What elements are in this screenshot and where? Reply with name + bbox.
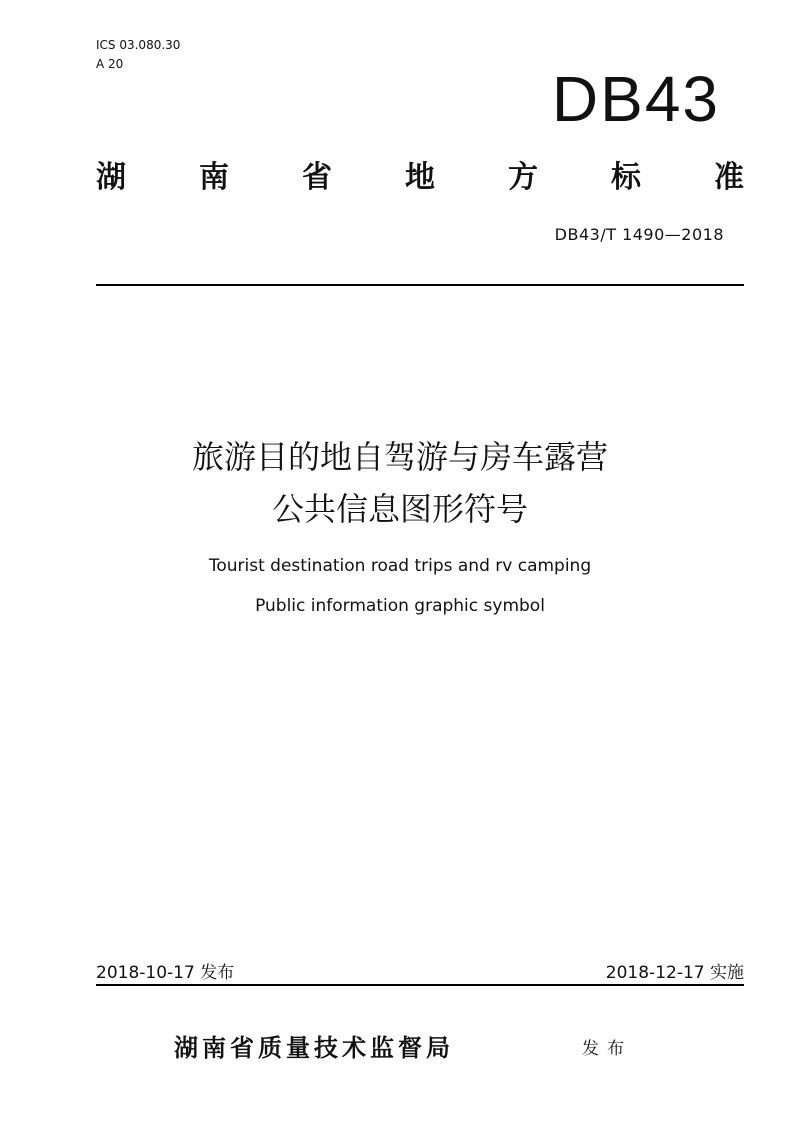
cn-title-line1: 旅游目的地自驾游与房车露营 (191, 438, 608, 476)
cn-title-line2: 公共信息图形符号 (271, 490, 528, 528)
en-title-line1: Tourist destination road trips and rv camping (208, 556, 592, 576)
standard-number: DB43/T 1490—2018 (554, 225, 724, 244)
standard-type-char: 标 (611, 160, 641, 195)
standard-type-char: 省 (302, 160, 332, 195)
standard-type-char: 地 (405, 160, 435, 195)
en-title-line2: Public information graphic symbol (255, 596, 545, 616)
publisher: 湖南省质量技术监督局 (174, 1034, 454, 1062)
standard-type-title (96, 152, 744, 196)
footer-divider (96, 984, 744, 986)
publisher-suffix: 发布 (582, 1039, 632, 1059)
db-code: DB43 (551, 63, 720, 135)
standard-type-char: 南 (199, 160, 229, 195)
standard-type-char: 准 (714, 160, 744, 195)
ics-block (96, 36, 180, 74)
header-divider (96, 284, 744, 286)
implement-date: 2018-12-17 实施 (605, 963, 744, 983)
standard-type-char: 湖 (96, 160, 126, 195)
ics-code: ICS 03.080.30 (96, 38, 181, 52)
class-code: A 20 (96, 57, 124, 71)
standard-type-char: 方 (508, 160, 538, 195)
publish-date: 2018-10-17 发布 (96, 963, 235, 983)
